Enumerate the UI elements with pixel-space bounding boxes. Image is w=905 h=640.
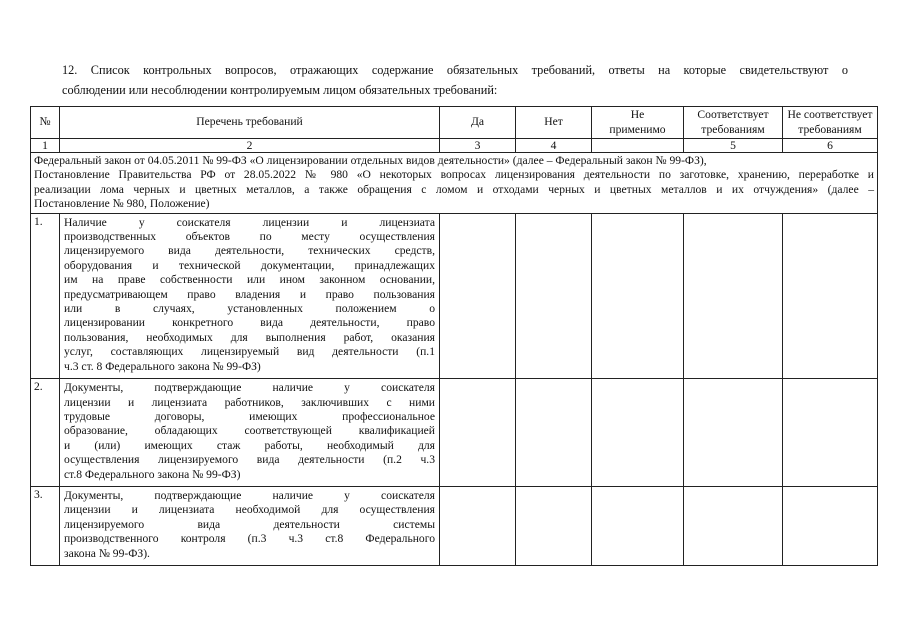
header-notok-line2: требованиям [798, 122, 862, 136]
answer-complies-cell[interactable] [684, 486, 783, 565]
law-reference-cell [31, 153, 878, 214]
answer-complies-cell[interactable] [684, 213, 783, 378]
column-number: 3 [440, 139, 516, 153]
requirement-line: лицензии и лицензиата работников, заключивших с ними [64, 395, 435, 409]
header-notok-line1: Не соответствует [787, 108, 873, 122]
header-requirements: Перечень требований [60, 107, 440, 139]
answer-no-cell[interactable] [516, 379, 592, 487]
law-line-1: Федеральный закон от 04.05.2011 № 99-ФЗ «О лицензировании отдельных видов деятельности» (далее – Федеральный закон № 99-ФЗ), [34, 154, 707, 167]
table-row [31, 213, 878, 378]
column-number: 4 [516, 139, 592, 153]
requirement-line: ст.8 Федерального закона № 99-ФЗ) [64, 467, 241, 481]
header-not-applicable [592, 107, 684, 139]
answer-yes-cell[interactable] [440, 379, 516, 487]
answer-complies-cell[interactable] [684, 379, 783, 487]
header-complies [684, 107, 783, 139]
intro-line-1: 12. Список контрольных вопросов, отражающих содержание обязательных требований, ответы на которые свидетельствуют о [62, 63, 848, 77]
law-reference-row [31, 153, 878, 214]
column-number: 5 [684, 139, 783, 153]
header-na-line1: Не [630, 108, 645, 122]
answer-no-cell[interactable] [516, 213, 592, 378]
item-number: 1. [31, 213, 60, 378]
header-na-line2: применимо [609, 122, 666, 136]
header-ok-line2: требованиям [701, 122, 765, 136]
answer-not-applicable-cell[interactable] [592, 379, 684, 487]
answer-not-complies-cell[interactable] [783, 379, 878, 487]
answer-yes-cell[interactable] [440, 213, 516, 378]
answer-not-applicable-cell[interactable] [592, 213, 684, 378]
header-row [31, 107, 878, 139]
column-number: 1 [31, 139, 60, 153]
item-number: 3. [31, 486, 60, 565]
requirement-line: лицензируемого вида деятельности системы [64, 517, 435, 531]
item-requirement [60, 213, 440, 378]
header-not-complies [783, 107, 878, 139]
requirement-line: пользования, необходимых для выполнения работ, оказания [64, 330, 435, 344]
requirement-line: лицензии и лицензиата необходимой для осуществления [64, 503, 435, 517]
header-number: № [31, 107, 60, 139]
header-ok-line1: Соответствует [697, 108, 769, 122]
column-number-empty [592, 139, 684, 153]
requirement-line: Наличие у соискателя лицензии и лицензиата [64, 215, 435, 229]
requirement-line: предусматривающем право владения и право пользования [64, 287, 435, 301]
requirement-line: трудовые договоры, имеющих профессиональное [64, 409, 435, 423]
requirement-line: и (или) имеющих стаж работы, необходимый для [64, 438, 435, 452]
requirement-line: лицензировании конкретного вида деятельности, право [64, 316, 435, 330]
requirement-line: лицензируемого вида деятельности, технических средств, [64, 244, 435, 258]
column-number-row [31, 139, 878, 153]
item-number: 2. [31, 379, 60, 487]
requirement-line: услуг, составляющих лицензируемый вид деятельности (п.1 [64, 345, 435, 359]
answer-not-applicable-cell[interactable] [592, 486, 684, 565]
requirement-line: ч.3 ст. 8 Федерального закона № 99-ФЗ) [64, 359, 261, 373]
item-requirement [60, 379, 440, 487]
requirement-line: Документы, подтверждающие наличие у соискателя [64, 381, 435, 395]
answer-not-complies-cell[interactable] [783, 213, 878, 378]
table-row [31, 379, 878, 487]
column-number: 6 [783, 139, 878, 153]
requirement-line: Документы, подтверждающие наличие у соискателя [64, 488, 435, 502]
requirement-line: производственных объектов по месту осуществления [64, 230, 435, 244]
requirement-line: производственного контроля (п.3 ч.3 ст.8 Федерального [64, 532, 435, 546]
answer-yes-cell[interactable] [440, 486, 516, 565]
item-requirement [60, 486, 440, 565]
intro-line-2: соблюдении или несоблюдении контролируемым лицом обязательных требований: [62, 83, 498, 97]
requirement-line: оборудования и технической документации, принадлежащих [64, 258, 435, 272]
requirement-line: или в случаях, установленных положением о [64, 302, 435, 316]
requirement-line: осуществления лицензируемого вида деятельности (п.2 ч.3 [64, 453, 435, 467]
answer-no-cell[interactable] [516, 486, 592, 565]
law-line-3: реализации лома черных и цветных металлов, а также обращения с ломом и отходами черных и цветных металлов и их отчуждения» (далее – [34, 182, 874, 196]
header-yes: Да [440, 107, 516, 139]
requirement-line: закона № 99-ФЗ). [64, 546, 150, 560]
requirement-line: им на праве собственности или ином законном основании, [64, 273, 435, 287]
requirements-table [30, 106, 878, 566]
answer-not-complies-cell[interactable] [783, 486, 878, 565]
law-line-4: Постановление № 980, Положение) [34, 197, 210, 211]
header-no: Нет [516, 107, 592, 139]
law-line-2: Постановление Правительства РФ от 28.05.2022 № 980 «О некоторых вопросах лицензирования деятельности по заготовке, хранению, переработке и [34, 168, 874, 182]
column-number: 2 [60, 139, 440, 153]
requirement-line: образование, обладающих соответствующей квалификацией [64, 424, 435, 438]
table-row [31, 486, 878, 565]
intro-paragraph [62, 60, 848, 100]
